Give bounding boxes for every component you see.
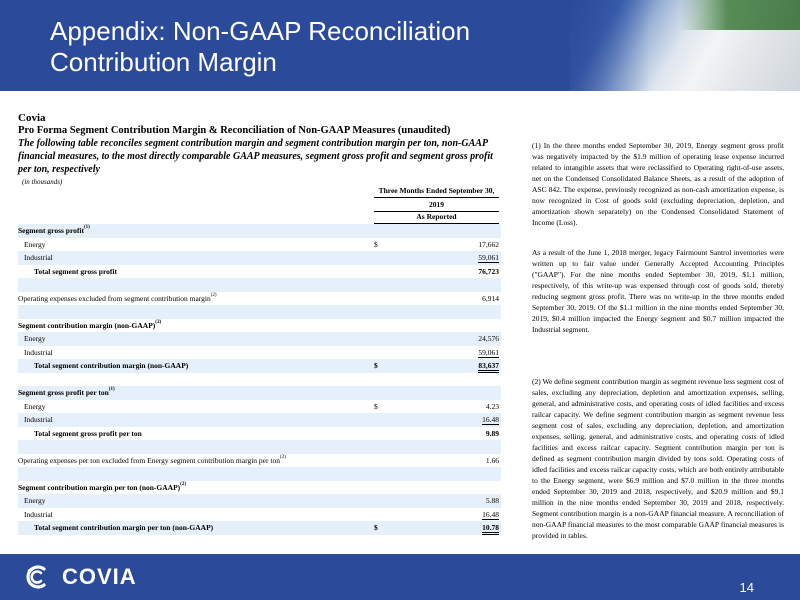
footnote-ref: (2) xyxy=(155,319,162,325)
reported-header: As Reported xyxy=(374,212,499,224)
table-row xyxy=(18,292,501,306)
row-label: Segment gross profit per ton xyxy=(18,388,109,397)
table-row xyxy=(18,319,501,333)
row-value: 17,662 xyxy=(478,239,499,249)
row-label: Energy xyxy=(24,401,46,411)
row-label: Segment gross profit xyxy=(18,226,84,235)
currency-symbol: $ xyxy=(374,401,378,411)
row-label: Industrial xyxy=(24,253,53,262)
row-label: Total segment contribution margin (non-GAAP) xyxy=(34,361,189,370)
table-row xyxy=(18,359,501,373)
units-note: (in thousands) xyxy=(22,178,63,186)
company-name: Covia xyxy=(18,112,46,124)
table-row xyxy=(18,413,501,427)
row-label: Industrial xyxy=(24,415,53,424)
table-row xyxy=(18,508,501,522)
row-value: 10.78 xyxy=(482,523,499,535)
row-value: 4.23 xyxy=(485,401,499,411)
table-row-spacer xyxy=(18,440,501,454)
row-label: Total segment contribution margin per ton (non-GAAP) xyxy=(34,523,214,532)
currency-symbol: $ xyxy=(374,523,378,532)
footnote-ref: (2) xyxy=(279,454,286,460)
reconciliation-table xyxy=(18,224,501,535)
footnote-ref: (1) xyxy=(83,225,90,230)
header-banner xyxy=(0,0,800,91)
slide-title-line2: Contribution Margin xyxy=(50,47,277,77)
footnote-merger: As a result of the June 1, 2018 merger, legacy Fairmount Santrol inventories were written up to fair value under Generally Accepted Accounting Principles ("GAAP"). For the nine months ended September 30, 2019, $1.1 million, respectively, of this write-up was expensed through cost of goods sold, thereby reducing segment gross profit. There was no write-up in the three months ended September 30, 2019. Of the $1.1 million in the nine months ended September 30, 2019, $0.4 million impacted the Energy segment and $0.7 million impacted the Industrial segment. xyxy=(532,248,784,334)
footnote-ref: (2) xyxy=(180,481,186,487)
footnote-ref: (1) xyxy=(108,387,115,392)
row-label: Operating expenses excluded from segment contribution margin xyxy=(18,293,211,303)
covia-logo-icon xyxy=(22,561,54,593)
table-row xyxy=(18,494,501,508)
row-label: Total segment gross profit per ton xyxy=(34,428,142,438)
row-label: Industrial xyxy=(24,347,53,357)
table-row xyxy=(18,238,501,252)
row-label: Total segment gross profit xyxy=(34,266,117,276)
footer-bar xyxy=(0,554,800,600)
covia-logo xyxy=(22,561,137,593)
footnote-ref: (2) xyxy=(210,292,217,298)
row-label: Operating expenses per ton excluded from Energy segment contribution margin per ton xyxy=(18,455,280,465)
slide-title xyxy=(50,16,610,78)
currency-symbol: $ xyxy=(374,239,378,249)
row-label: Industrial xyxy=(24,509,53,519)
table-subtitle: Pro Forma Segment Contribution Margin & Reconciliation of Non-GAAP Measures (unaudited) xyxy=(18,125,451,136)
row-value: 16.48 xyxy=(482,415,499,424)
table-row-spacer xyxy=(18,305,501,319)
row-value: 83,637 xyxy=(478,361,499,373)
table-row xyxy=(18,265,501,279)
table-row-spacer xyxy=(18,373,501,387)
table-row xyxy=(18,521,501,535)
row-value: 59,061 xyxy=(478,253,499,262)
currency-symbol: $ xyxy=(374,361,378,370)
table-row xyxy=(18,454,501,468)
row-value: 1.66 xyxy=(485,455,499,465)
row-value: 16.48 xyxy=(482,509,499,519)
footnote-1: (1) In the three months ended September 30, 2019, Energy segment gross profit was negatively impacted by the $1.9 million of operating lease expense incurred related to intangible assets that were reclassified to Operating right-of-use assets, net on the Condensed Consolidated Balance Sheets, as a result of the adoption of ASC 842. The expense, previously recognized as non-cash amortization expense, is now recognized in Cost of goods sold (excluding depreciation, depletion, and amortization shown separately) on the Condensed Consolidated Statement of Income (Loss). xyxy=(532,141,784,227)
table-row xyxy=(18,224,501,238)
row-value: 59,061 xyxy=(478,347,499,357)
period-header: Three Months Ended September 30, xyxy=(374,186,499,198)
row-label: Energy xyxy=(24,496,46,505)
row-value: 9.89 xyxy=(485,428,499,438)
table-intro: The following table reconciles segment contribution margin and segment contribution margin per ton, non-GAAP financial measures, to the most directly comparable GAAP measures, segment gross profit and segment gross profit per ton, respectively xyxy=(18,138,493,175)
row-value: 5.88 xyxy=(485,496,499,505)
logo-text: COVIA xyxy=(62,564,137,589)
row-label: Segment contribution margin per ton (non-GAAP) xyxy=(18,482,181,492)
row-value: 76,723 xyxy=(478,266,499,276)
year-header: 2019 xyxy=(374,200,499,212)
table-row xyxy=(18,427,501,441)
row-value: 6,914 xyxy=(482,293,499,303)
table-row xyxy=(18,400,501,414)
page-number: 14 xyxy=(739,580,754,595)
table-row xyxy=(18,346,501,360)
row-label: Energy xyxy=(24,239,46,249)
row-value: 24,576 xyxy=(478,334,499,343)
table-row-spacer xyxy=(18,278,501,292)
table-row xyxy=(18,481,501,495)
footnote-2: (2) We define segment contribution margin as segment revenue less segment cost of sales, excluding any depreciation, depletion and amortization expenses, selling, general, and administrative costs, and operating costs of idled facilities and excess railcar capacity. We define segment contribution margin as segment revenue less segment cost of sales, excluding any depreciation, depletion, and amortization expenses, selling, general, and administrative costs, and operating costs of idled facilities and excess railcar capacity. Segment contribution margin per ton is defined as segment contribution margin divided by tons sold. Operating costs of idled facilities and excess railcar capacity costs, which are both entirely attributable to the Energy segment, were $6.9 million and $7.0 million in the three months ended September 30, 2019 and 2018, respectively, and $20.9 million and $9.1 million in the nine months ended September 30, 2019 and 2018, respectively. Segment contribution margin is a non-GAAP financial measure. A reconciliation of non-GAAP financial measures to the most comparable GAAP financial measures is provided in tables. xyxy=(532,377,784,540)
table-row xyxy=(18,386,501,400)
table-row xyxy=(18,332,501,346)
slide-title-line1: Appendix: Non-GAAP Reconciliation xyxy=(50,16,471,46)
table-row xyxy=(18,251,501,265)
table-row-spacer xyxy=(18,467,501,481)
row-label: Energy xyxy=(24,334,46,343)
row-label: Segment contribution margin (non-GAAP) xyxy=(18,320,156,330)
